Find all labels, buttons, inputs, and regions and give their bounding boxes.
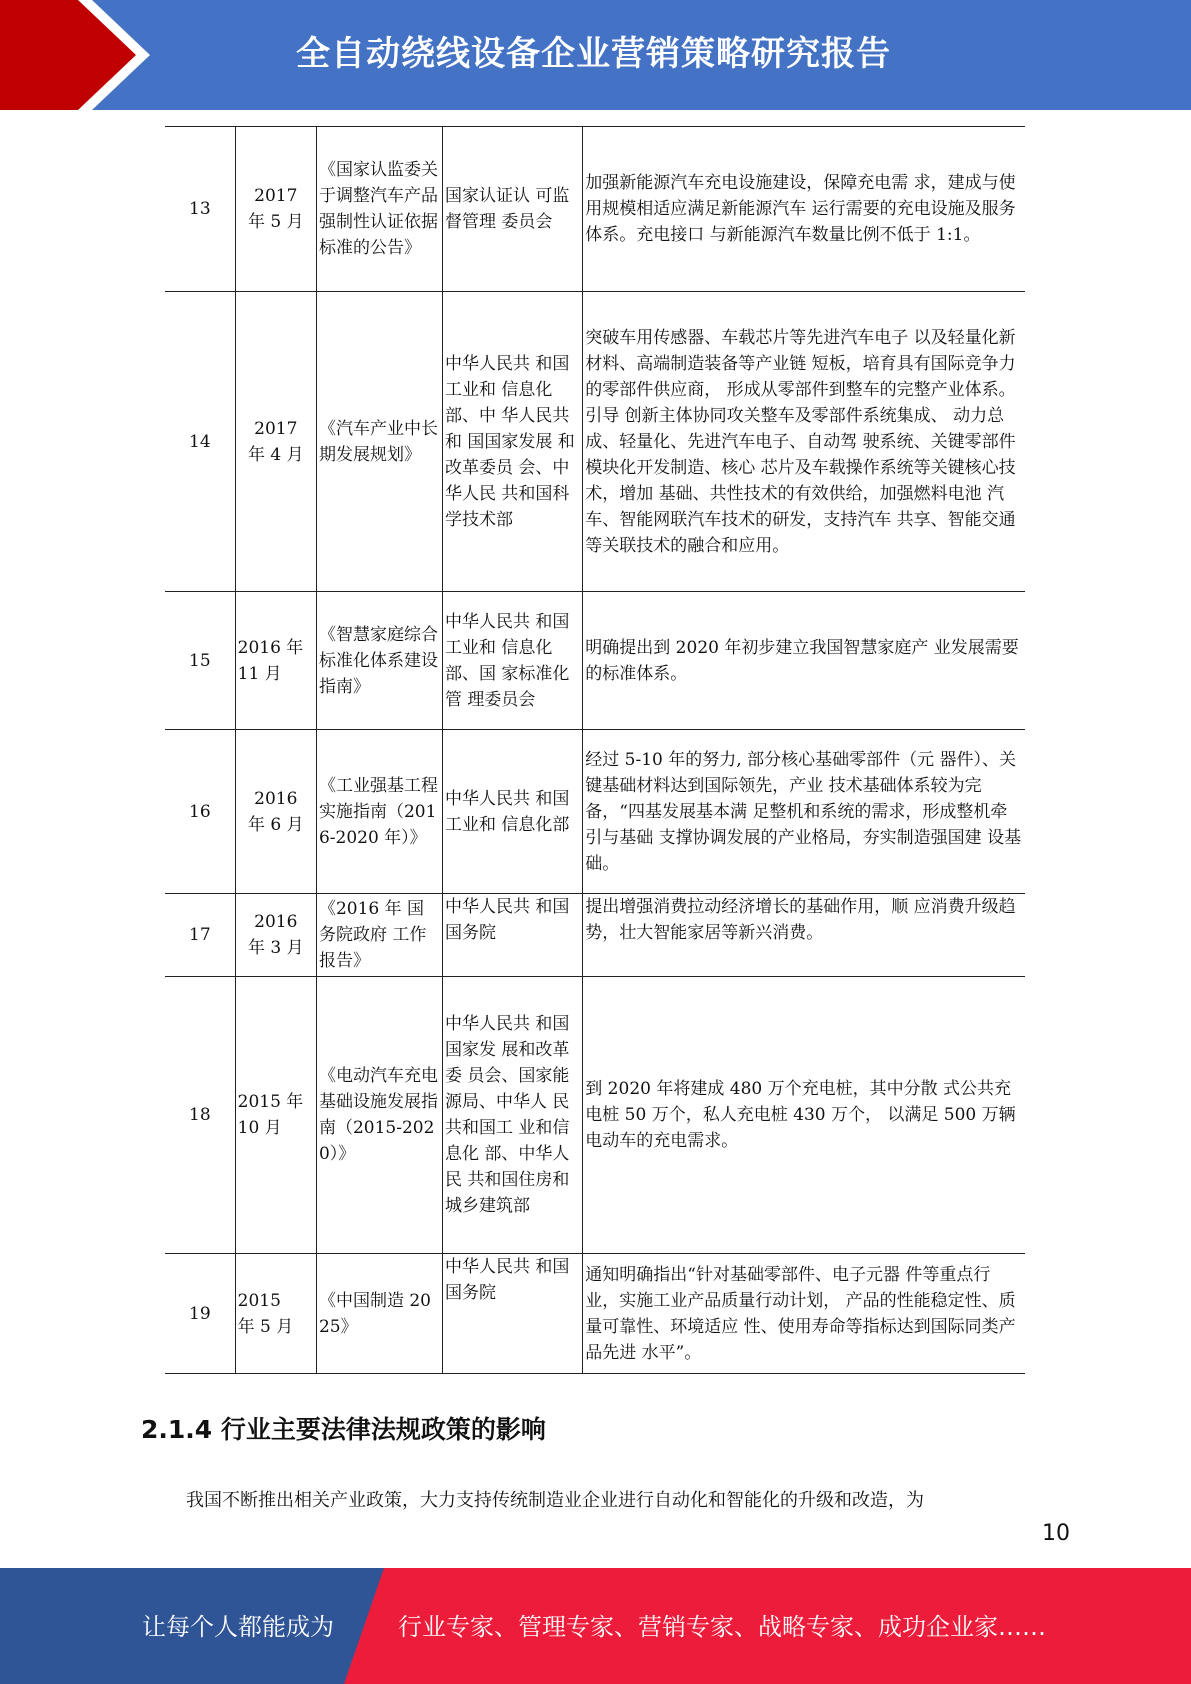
body-paragraph: 我国不断推出相关产业政策，大力支持传统制造业企业进行自动化和智能化的升级和改造，为 — [186, 1490, 924, 1511]
row-issuer: 中华人民共 和国国务院 — [443, 894, 583, 977]
table-row — [165, 894, 1025, 977]
row-date: 2015 年 10 月 — [235, 977, 316, 1254]
table-row — [165, 1254, 1025, 1374]
row-number: 13 — [165, 127, 235, 292]
policy-table — [165, 126, 1025, 1374]
row-number: 16 — [165, 730, 235, 894]
row-issuer: 中华人民共 和国工业和 信息化部、中 华人民共和 国国家发展 和改革委员 会、中华人民 共和国科学技术部 — [443, 292, 583, 592]
document-title: 全自动绕线设备企业营销策略研究报告 — [296, 34, 891, 74]
page-footer — [0, 1568, 1191, 1684]
section-heading: 2.1.4 行业主要法律法规政策的影响 — [141, 1415, 546, 1444]
page-header — [0, 0, 1191, 110]
row-description: 到 2020 年将建成 480 万个充电桩，其中分散 式公共充电桩 50 万个，私人充电桩 430 万个， 以满足 500 万辆电动车的充电需求。 — [583, 977, 1025, 1254]
row-date: 2016 年 6 月 — [235, 730, 316, 894]
row-policy-name: 《汽车产业中长期发展规划》 — [316, 292, 442, 592]
row-issuer: 中华人民共 和国国家发 展和改革委 员会、国家能 源局、中华人 民共和国工 业和信息化 部、中华人民 共和国住房和城乡建筑部 — [443, 977, 583, 1254]
table-row — [165, 592, 1025, 730]
row-number: 14 — [165, 292, 235, 592]
row-policy-name: 《电动汽车充电基础设施发展指南（2015-2020）》 — [316, 977, 442, 1254]
row-date: 2016 年 11 月 — [235, 592, 316, 730]
row-date: 2016 年 3 月 — [235, 894, 316, 977]
row-number: 18 — [165, 977, 235, 1254]
row-date: 2017 年 4 月 — [235, 292, 316, 592]
row-issuer: 中华人民共 和国工业和 信息化部 — [443, 730, 583, 894]
page-number: 10 — [1042, 1521, 1070, 1546]
row-issuer: 中华人民共 和国工业和 信息化部、国 家标准化管 理委员会 — [443, 592, 583, 730]
row-description: 提出增强消费拉动经济增长的基础作用，顺 应消费升级趋势，壮大智能家居等新兴消费。 — [583, 894, 1025, 977]
row-policy-name: 《中国制造 2025》 — [316, 1254, 442, 1374]
row-date: 2017 年 5 月 — [235, 127, 316, 292]
row-date: 2015 年 5 月 — [235, 1254, 316, 1374]
table-row — [165, 292, 1025, 592]
row-description: 通知明确指出“针对基础零部件、电子元器 件等重点行业，实施工业产品质量行动计划， 产品的性能稳定性、质量可靠性、环境适应 性、使用寿命等指标达到国际同类产品先进 水平”。 — [583, 1254, 1025, 1374]
footer-slogan-right: 行业专家、管理专家、营销专家、战略专家、成功企业家…… — [398, 1613, 1046, 1641]
row-policy-name: 《工业强基工程实施指南（2016-2020 年）》 — [316, 730, 442, 894]
row-number: 19 — [165, 1254, 235, 1374]
row-issuer: 中华人民共 和国国务院 — [443, 1254, 583, 1374]
footer-slogan-left: 让每个人都能成为 — [142, 1613, 334, 1641]
row-policy-name: 《国家认监委关于调整汽车产品强制性认证依据标准的公告》 — [316, 127, 442, 292]
row-policy-name: 《智慧家庭综合标准化体系建设指南》 — [316, 592, 442, 730]
row-description: 加强新能源汽车充电设施建设，保障充电需 求，建成与使用规模相适应满足新能源汽车 运行需要的充电设施及服务体系。充电接口 与新能源汽车数量比例不低于 1:1。 — [583, 127, 1025, 292]
row-description: 明确提出到 2020 年初步建立我国智慧家庭产 业发展需要的标准体系。 — [583, 592, 1025, 730]
table-row — [165, 730, 1025, 894]
row-description: 突破车用传感器、车载芯片等先进汽车电子 以及轻量化新材料、高端制造装备等产业链 短板，培育具有国际竞争力的零部件供应商， 形成从零部件到整车的完整产业体系。引导 创新主体协同攻关整车及零部件系统集成、 动力总成、轻量化、先进汽车电子、自动驾 驶系统、关键零部件模块化开发制造、核心 芯片及车载操作系统等关键核心技术，增加 基础、共性技术的有效供给，加强燃料电池 汽车、智能网联汽车技术的研发，支持汽车 共享、智能交通等关联技术的融合和应用。 — [583, 292, 1025, 592]
row-number: 15 — [165, 592, 235, 730]
row-number: 17 — [165, 894, 235, 977]
table-row — [165, 977, 1025, 1254]
row-policy-name: 《2016 年 国务院政府 工作报告》 — [316, 894, 442, 977]
row-description: 经过 5-10 年的努力, 部分核心基础零部件（元 器件）、关键基础材料达到国际领先，产业 技术基础体系较为完备，“四基发展基本满 足整机和系统的需求，形成整机牵引与基础 支撑协调发展的产业格局，夯实制造强国建 设基础。 — [583, 730, 1025, 894]
table-row — [165, 127, 1025, 292]
row-issuer: 国家认证认 可监督管理 委员会 — [443, 127, 583, 292]
